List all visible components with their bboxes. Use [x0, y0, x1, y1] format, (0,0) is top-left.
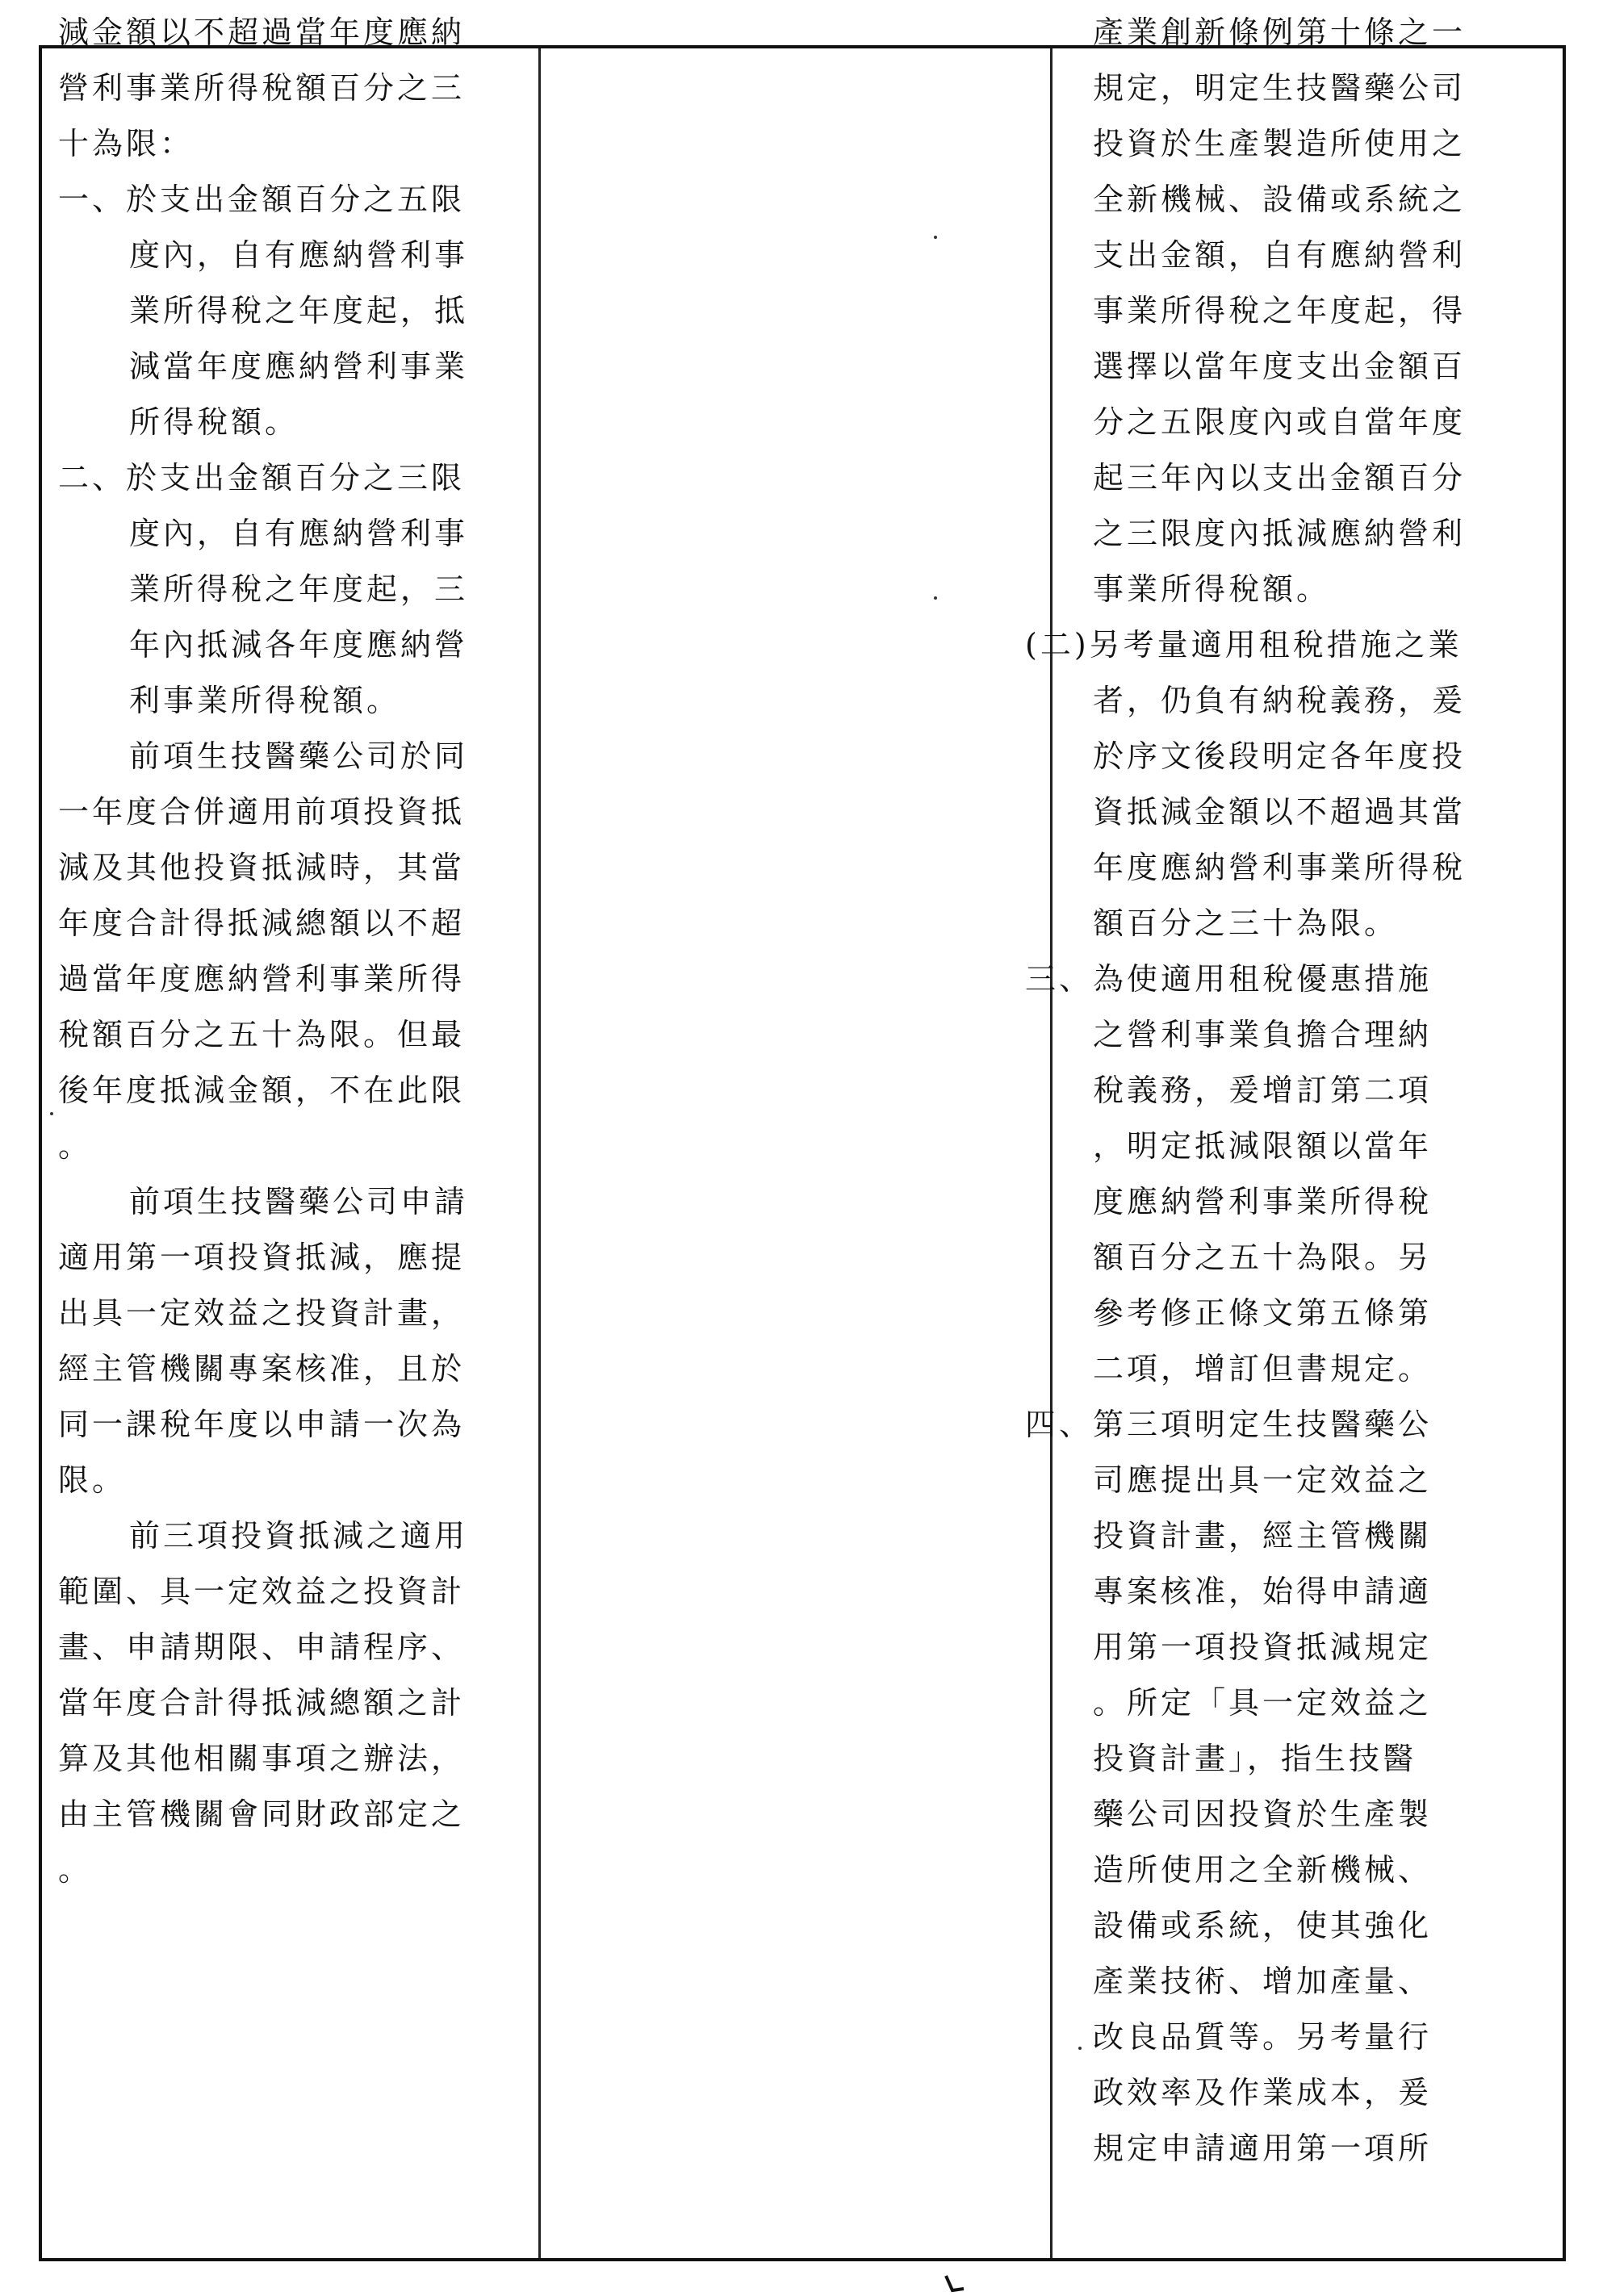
- text-line: 產業技術、增加產量、: [1093, 1964, 1433, 1999]
- text-line: 投資計畫」，指生技醫: [1093, 1741, 1417, 1776]
- text-line: 業所得稅之年度起，三: [129, 571, 469, 607]
- text-line: 所得稅額。: [129, 404, 299, 440]
- text-line: 資抵減金額以不超過其當: [1093, 794, 1467, 830]
- text-line: 前項生技醫藥公司申請: [129, 1184, 469, 1219]
- text-line: 。所定「具一定效益之: [1093, 1685, 1433, 1721]
- text-line: ，明定抵減限額以當年: [1093, 1128, 1433, 1164]
- text-line: 事業所得稅額。: [1093, 571, 1331, 607]
- text-line: 年度應納營利事業所得稅: [1093, 850, 1467, 885]
- text-line: 年內抵減各年度應納營: [129, 627, 469, 663]
- text-line: 前項生技醫藥公司於同: [129, 738, 469, 774]
- text-line: 額百分之三十為限。: [1093, 905, 1399, 941]
- text-line: 額百分之五十為限。另: [1093, 1240, 1433, 1275]
- text-line: 減當年度應納營利事業: [129, 349, 469, 384]
- text-line: 二項，增訂但書規定。: [1093, 1351, 1433, 1386]
- text-line: 於序文後段明定各年度投: [1093, 738, 1467, 774]
- text-line: 選擇以當年度支出金額百: [1093, 349, 1467, 384]
- text-line: 政效率及作業成本，爰: [1093, 2075, 1433, 2110]
- text-line: 畫、申請期限、申請程序、: [58, 1629, 466, 1665]
- text-line: 出具一定效益之投資計畫，: [58, 1295, 466, 1331]
- text-line: 設備或系統，使其強化: [1093, 1908, 1433, 1943]
- text-line: (二)另考量適用租稅措施之業: [1025, 627, 1463, 663]
- text-line: 四、第三項明定生技醫藥公: [1025, 1407, 1433, 1442]
- text-line: 一、於支出金額百分之五限: [58, 182, 466, 217]
- text-line: 稅義務，爰增訂第二項: [1093, 1073, 1433, 1108]
- text-line: 者，仍負有納稅義務，爰: [1093, 683, 1467, 718]
- text-line: 同一課稅年度以申請一次為: [58, 1407, 466, 1442]
- text-line: 司應提出具一定效益之: [1093, 1462, 1433, 1498]
- text-line: 用第一項投資抵減規定: [1093, 1629, 1433, 1665]
- page-edge-mark: [943, 2274, 967, 2294]
- text-line: 算及其他相關事項之辦法，: [58, 1741, 466, 1776]
- text-line: 產業創新條例第十條之一: [1093, 15, 1467, 50]
- text-line: 改良品質等。另考量行: [1093, 2019, 1433, 2055]
- text-line: 經主管機關專案核准，且於: [58, 1351, 466, 1386]
- text-line: 規定申請適用第一項所: [1093, 2131, 1433, 2166]
- text-line: 後年度抵減金額，不在此限: [58, 1073, 466, 1108]
- text-line: 起三年內以支出金額百分: [1093, 460, 1467, 496]
- text-line: 度內，自有應納營利事: [129, 237, 469, 273]
- text-line: 藥公司因投資於生產製: [1093, 1796, 1433, 1832]
- text-line: 。: [58, 1128, 93, 1164]
- text-line: 三、為使適用租稅優惠措施: [1025, 961, 1433, 997]
- text-line: 全新機械、設備或系統之: [1093, 182, 1467, 217]
- text-line: 稅額百分之五十為限。但最: [58, 1017, 466, 1052]
- text-line: 分之五限度內或自當年度: [1093, 404, 1467, 440]
- text-line: 由主管機關會同財政部定之: [58, 1796, 466, 1832]
- text-line: 度應納營利事業所得稅: [1093, 1184, 1433, 1219]
- text-line: 。: [58, 1852, 93, 1888]
- text-line: 度內，自有應納營利事: [129, 516, 469, 551]
- text-line: 投資計畫，經主管機關: [1093, 1518, 1433, 1554]
- text-line: 支出金額，自有應納營利: [1093, 237, 1467, 273]
- text-line: 減金額以不超過當年度應納: [58, 15, 466, 50]
- text-line: 利事業所得稅額。: [129, 683, 401, 718]
- text-line: 業所得稅之年度起，抵: [129, 293, 469, 328]
- text-line: 營利事業所得稅額百分之三: [58, 70, 466, 106]
- text-line: 範圍、具一定效益之投資計: [58, 1574, 466, 1609]
- text-line: 事業所得稅之年度起，得: [1093, 293, 1467, 328]
- current-article-column: [541, 48, 1053, 2258]
- explanation-text: [1025, 5, 1466, 2177]
- text-line: 前三項投資抵減之適用: [129, 1518, 469, 1554]
- text-line: 當年度合計得抵減總額之計: [58, 1685, 466, 1721]
- text-line: 造所使用之全新機械、: [1093, 1852, 1433, 1888]
- text-line: 適用第一項投資抵減，應提: [58, 1240, 466, 1275]
- text-line: 規定，明定生技醫藥公司: [1093, 70, 1467, 106]
- scan-speck: [934, 236, 937, 239]
- text-line: 之營利事業負擔合理納: [1093, 1017, 1433, 1052]
- text-line: 十為限：: [58, 126, 195, 161]
- scan-speck: [934, 596, 937, 600]
- text-line: 減及其他投資抵減時，其當: [58, 850, 466, 885]
- scan-speck: [50, 1112, 53, 1115]
- text-line: 過當年度應納營利事業所得: [58, 961, 466, 997]
- text-line: 年度合計得抵減總額以不超: [58, 905, 466, 941]
- text-line: 專案核准，始得申請適: [1093, 1574, 1433, 1609]
- text-line: 一年度合併適用前項投資抵: [58, 794, 466, 830]
- amended-article-text: [58, 5, 468, 1898]
- text-line: 限。: [58, 1462, 127, 1498]
- scan-speck: [1078, 2047, 1082, 2050]
- text-line: 參考修正條文第五條第: [1093, 1295, 1433, 1331]
- text-line: 之三限度內抵減應納營利: [1093, 516, 1467, 551]
- text-line: 二、於支出金額百分之三限: [58, 460, 466, 496]
- text-line: 投資於生產製造所使用之: [1093, 126, 1467, 161]
